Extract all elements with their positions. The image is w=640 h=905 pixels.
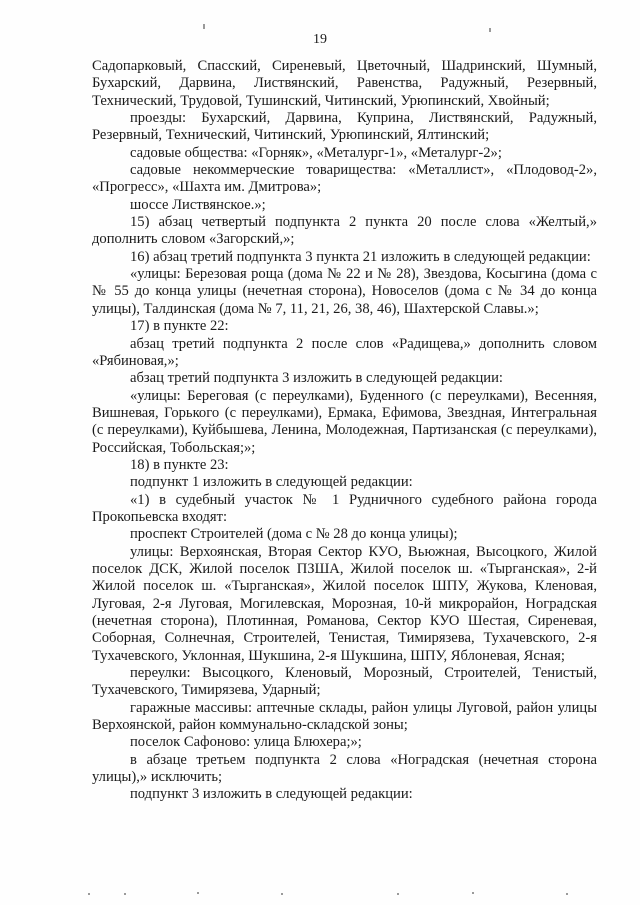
paragraph: подпункт 3 изложить в следующей редакции: bbox=[130, 786, 413, 803]
paragraph: гаражные массивы: аптечные склады, район улицы Луговой, район улицы Верхоянской, район коммунально-складской зоны; bbox=[92, 699, 597, 734]
paragraph: проезды: Бухарский, Дарвина, Куприна, Листвянский, Радужный, Резервный, Технический, Читинский, Урюпинский, Ялтинский; bbox=[92, 110, 597, 144]
paragraph: улицы: Верхоянская, Вторая Сектор КУО, Вьюжная, Высоцкого, Жилой поселок ДСК, Жилой поселок ПЗША, Жилой поселок ш. «Тырганская», 2-й Жилой поселок ш. «Тырганская», Жилой поселок ШПУ, Жукова, Кленовая, Луговая, 2-я Луговая, Могилевская, Морозная, 10-й микрорайон, Ноградская (нечетная сторона), Плотинная, Романова, Сектор КУО Шестая, Сиреневая, Соборная, Солнечная, Строителей, Тенистая, Тимирязева, Тухачевского, 2-я Тухачевского, Уклонная, Шукшина, 2-я Шукшина, ШПУ, Яблоневая, Ясная; bbox=[92, 543, 597, 664]
paragraph: шоссе Листвянское.»; bbox=[130, 196, 266, 213]
paragraph: в абзаце третьем подпункта 2 слова «Ноградская (нечетная сторона улицы),» исключить; bbox=[92, 751, 597, 786]
paragraph: «улицы: Березовая роща (дома № 22 и № 28), Звездова, Косыгина (дома с № 55 до конца улицы (нечетная сторона), Новоселов (дома с № 34 до конца улицы), Талдинская (дома № 7, 11, 21, 26, 38, 46), Шахтерской Славы.»; bbox=[92, 266, 597, 317]
paragraph: садовые некоммерческие товарищества: «Металлист», «Плодовод-2», «Прогресс», «Шахта им. Дмитрова»; bbox=[92, 162, 597, 196]
scan-speck bbox=[472, 892, 474, 894]
document-body bbox=[92, 58, 597, 804]
paragraph: 16) абзац третий подпункта 3 пункта 21 изложить в следующей редакции: bbox=[130, 248, 591, 265]
scan-speck bbox=[281, 893, 283, 895]
scan-speck bbox=[203, 24, 205, 29]
paragraph: Садопарковый, Спасский, Сиреневый, Цветочный, Шадринский, Шумный, Бухарский, Дарвина, Листвянский, Равенства, Радужный, Резервный, Технический, Трудовой, Тушинский, Читинский, Урюпинский, Хвойный; bbox=[92, 58, 597, 109]
scan-speck bbox=[88, 893, 90, 895]
scan-speck bbox=[124, 893, 126, 895]
paragraph: поселок Сафоново: улица Блюхера;»; bbox=[130, 734, 362, 751]
paragraph: «1) в судебный участок № 1 Рудничного судебного района города Прокопьевска входят: bbox=[92, 491, 597, 525]
page-number: 19 bbox=[313, 32, 327, 47]
paragraph: подпункт 1 изложить в следующей редакции: bbox=[130, 474, 413, 491]
paragraph: 15) абзац четвертый подпункта 2 пункта 20 после слова «Желтый,» дополнить словом «Загорский,»; bbox=[92, 214, 597, 248]
paragraph: абзац третий подпункта 3 изложить в следующей редакции: bbox=[130, 370, 503, 387]
paragraph: абзац третий подпункта 2 после слов «Радищева,» дополнить словом «Рябиновая,»; bbox=[92, 335, 597, 369]
paragraph: 17) в пункте 22: bbox=[130, 318, 229, 335]
paragraph: «улицы: Береговая (с переулками), Буденного (с переулками), Весенняя, Вишневая, Горького (с переулками), Ермака, Ефимова, Звездная, Интегральная (с переулками), Куйбышева, Ленина, Молодежная, Партизанская (с переулками), Российская, Тобольская;»; bbox=[92, 387, 597, 456]
scan-speck bbox=[566, 893, 568, 895]
paragraph: проспект Строителей (дома с № 28 до конца улицы); bbox=[130, 526, 458, 543]
paragraph: садовые общества: «Горняк», «Металург-1», «Металург-2»; bbox=[130, 144, 502, 161]
scan-speck bbox=[489, 28, 491, 32]
scan-speck bbox=[197, 892, 199, 894]
paragraph: переулки: Высоцкого, Кленовый, Морозный, Строителей, Тенистый, Тухачевского, Тимирязева, Ударный; bbox=[92, 665, 597, 699]
paragraph: 18) в пункте 23: bbox=[130, 456, 229, 473]
scan-speck bbox=[397, 893, 399, 895]
